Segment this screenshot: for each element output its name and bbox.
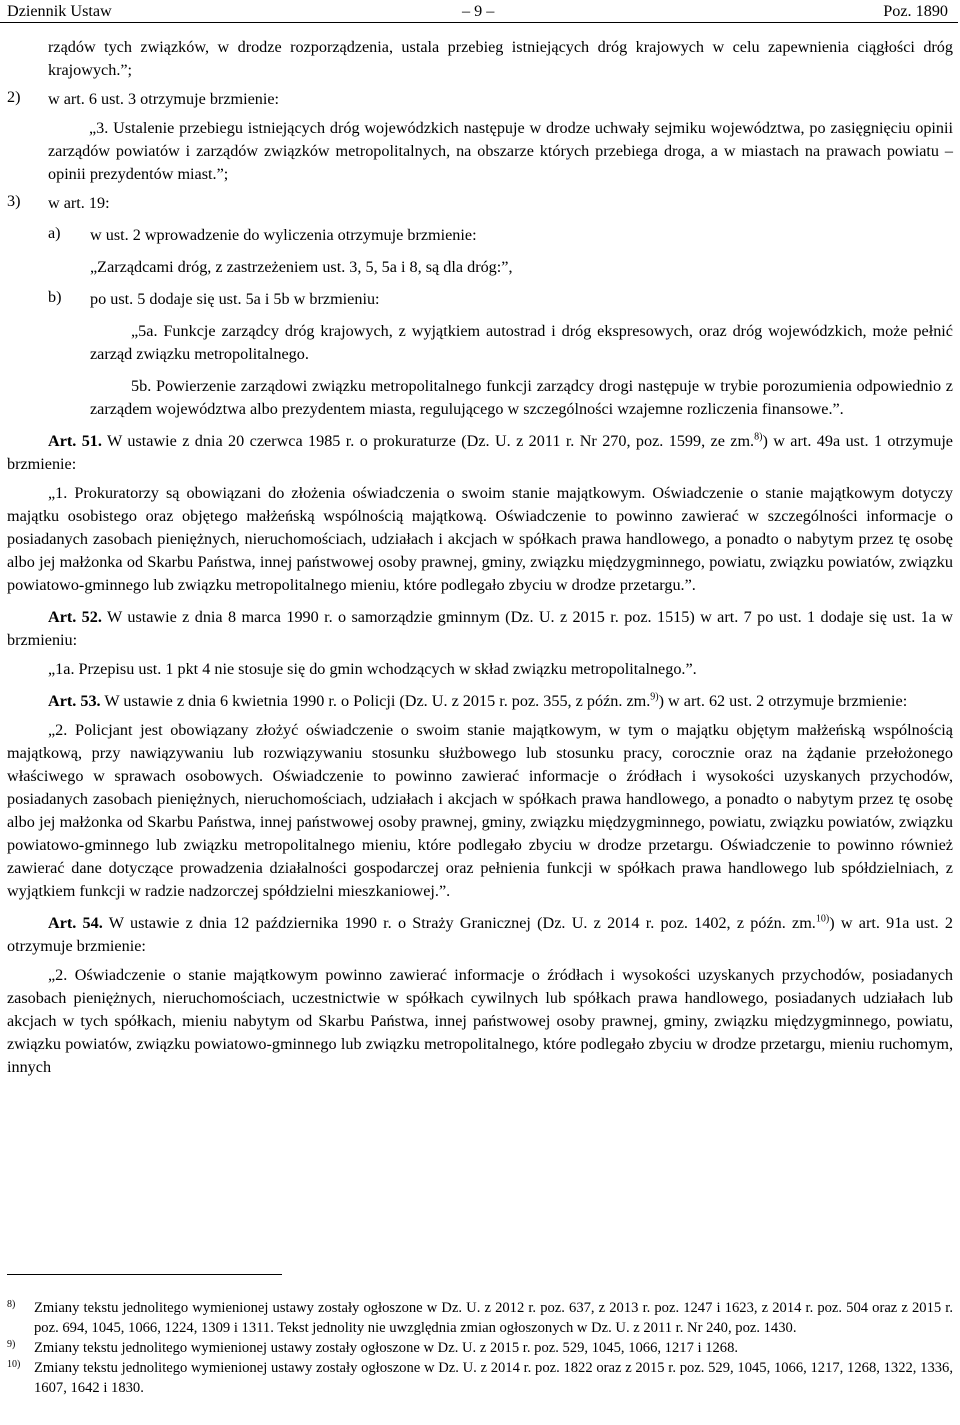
footnote-ref: 10) — [815, 913, 830, 925]
footnote-separator — [7, 1274, 282, 1275]
list-item-b — [7, 288, 953, 311]
list-item-3 — [7, 192, 953, 215]
article-54: Art. 54. W ustawie z dnia 12 października 1990 r. o Straży Granicznej (Dz. U. z 2014 r. poz. 1402, z późn. zm.$^{10)}$) w art. 91a ust. 2 otrzymuje brzmienie: — [7, 913, 954, 955]
footnote-number: 10) — [7, 1359, 21, 1370]
footnote — [7, 1338, 953, 1358]
article-label: Art. 52. — [48, 608, 102, 626]
quote-ust-3: „3. Ustalenie przebiegu istniejących dróg wojewódzkich następuje w drodze uchwały sejmiku województwa, po zasięgnięciu opinii zarządów powiatów i zarządów związków metropolitalnych, na obszarze których przebiega droga, a w miastach na prawach powiatu – opinii prezydentów miast.”; — [48, 119, 953, 183]
position-number: Poz. 1890 — [883, 2, 948, 20]
list-text: po ust. 5 dodaje się ust. 5a i 5b w brzmieniu: — [90, 290, 380, 308]
article-label: Art. 54. — [48, 914, 103, 932]
list-label: a) — [48, 224, 61, 242]
list-text: w ust. 2 wprowadzenie do wyliczenia otrzymuje brzmienie: — [90, 226, 477, 244]
list-item-a — [7, 224, 953, 247]
footnote-text: Zmiany tekstu jednolitego wymienionej ustawy zostały ogłoszone w Dz. U. z 2015 r. poz. 529, 1045, 1066, 1217 i 1268. — [34, 1340, 739, 1356]
article-51: Art. 51. W ustawie z dnia 20 czerwca 1985 r. o prokuraturze (Dz. U. z 2011 r. Nr 270, poz. 1599, ze zm.$^{8)}$) w art. 49a ust. 1 otrzymuje brzmienie: — [7, 431, 953, 473]
list-label: b) — [48, 288, 62, 306]
footnote-ref: 9) — [650, 691, 659, 703]
list-text: w art. 19: — [48, 194, 110, 212]
header-rule — [0, 22, 958, 23]
article-label: Art. 51. — [48, 432, 102, 450]
footnote-text: Zmiany tekstu jednolitego wymienionej ustawy zostały ogłoszone w Dz. U. z 2014 r. poz. 1822 oraz z 2015 r. poz. 529, 1045, 1066, 1217, 1268, 1322, 1336, 1607, 1642 i 1830. — [34, 1360, 953, 1396]
journal-title: Dziennik Ustaw — [7, 2, 112, 20]
footnote — [7, 1298, 953, 1338]
footnote-number: 8) — [7, 1299, 16, 1310]
list-item-2 — [7, 88, 953, 111]
paragraph-continuation: rządów tych związków, w drodze rozporządzenia, ustala przebieg istniejących dróg krajowych w celu zapewnienia ciągłości dróg krajowych.”; — [48, 38, 953, 79]
footnote-text: Zmiany tekstu jednolitego wymienionej ustawy zostały ogłoszone w Dz. U. z 2012 r. poz. 637, z 2013 r. poz. 1247 i 1623, z 2014 r. poz. 504 oraz z 2015 r. poz. 694, 1045, 1066, 1224, 1309 i 1311. Tekst jednolity nie uwzględnia zmian ogłoszonych w Dz. U. z 2011 r. Nr 240, poz. 1430. — [34, 1300, 953, 1336]
document-body — [7, 36, 953, 1079]
list-label: 2) — [7, 88, 21, 106]
article-53: Art. 53. W ustawie z dnia 6 kwietnia 1990 r. o Policji (Dz. U. z 2015 r. poz. 355, z późn. zm.$^{9)}$) w art. 62 ust. 2 otrzymuje brzmienie: — [48, 691, 908, 710]
footnotes — [7, 1298, 953, 1398]
article-label: Art. 53. — [48, 692, 101, 710]
list-label: 3) — [7, 192, 21, 210]
page-header — [0, 0, 960, 24]
article-53-quote: „2. Policjant jest obowiązany złożyć oświadczenie o swoim stanie majątkowym, w tym o majątku objętym małżeńską wspólnością majątkową, przy nawiązywaniu lub rozwiązywaniu stosunku służbowego lub stosunku pracy, corocznie oraz na żądanie przełożonego właściwego w sprawach osobowych. Oświadczenie to powinno zawierać informacje o źródłach i wysokości uzyskanych przychodów, posiadanych zasobach pieniężnych, nieruchomościach, udziałach i akcjach w spółkach prawa handlowego, a ponadto o nabytym przez tę osobę albo jej małżonka od Skarbu Państwa, innej państwowej osoby prawnej, gminy, związku międzygminnego, powiatu, związku powiatów, związku powiatowo-gminnego lub związku metropolitalnego mieniu, które podlegało zbyciu w drodze przetargu. Oświadczenie to powinno również zawierać dane dotyczące prowadzenia działalności gospodarczej oraz pełnienia funkcji w spółkach prawa handlowego lub spółdzielniach, z wyjątkiem funkcji w radzie nadzorczej spółdzielni mieszkaniowej.”. — [7, 721, 953, 900]
article-54-quote: „2. Oświadczenie o stanie majątkowym powinno zawierać informacje o źródłach i wysokości uzyskanych przychodów, posiadanych zasobach pieniężnych, nieruchomościach, uczestnictwie w spółkach cywilnych lub spółkach prawa handlowego, posiadanych udziałach lub akcjach w tych spółkach, mieniu nabytym od Skarbu Państwa, innej państwowej osoby prawnej, gminy, związku międzygminnego, powiatu, związku powiatów, związku powiatowo-gminnego lub związku metropolitalnego, które podlegało zbyciu w drodze przetargu, mieniu ruchomym, innych — [7, 966, 953, 1076]
quote-ust-5b: 5b. Powierzenie zarządowi związku metropolitalnego funkcji zarządcy drogi następuje w trybie porozumienia odpowiednio z zarządem województwa albo prezydentem miasta, regulującego w szczególności wzajemne rozliczenia finansowe.”. — [90, 377, 953, 418]
list-text: w art. 6 ust. 3 otrzymuje brzmienie: — [48, 90, 280, 108]
article-52: Art. 52. W ustawie z dnia 8 marca 1990 r. o samorządzie gminnym (Dz. U. z 2015 r. poz. 1515) w art. 7 po ust. 1 dodaje się ust. 1a w brzmieniu: — [7, 608, 953, 649]
article-51-quote: „1. Prokuratorzy są obowiązani do złożenia oświadczenia o swoim stanie majątkowym. Oświadczenie o stanie majątkowym dotyczy majątku osobistego oraz objętego małżeńską wspólnością majątkową. Oświadczenie to powinno zawierać w szczególności informacje o posiadanych zasobach pieniężnych, nieruchomościach, udziałach i akcjach w spółkach prawa handlowego, a ponadto o nabytym przez tę osobę albo jej małżonka od Skarbu Państwa, innej państwowej osoby prawnej, gminy, związku międzygminnego, powiatu, związku powiatów, związku powiatowo-gminnego lub związku metropolitalnego mieniu, które podlegało zbyciu w drodze przetargu.”. — [7, 484, 953, 594]
quote-ust-5a: „5a. Funkcje zarządcy dróg krajowych, z wyjątkiem autostrad i dróg ekspresowych, oraz dróg wojewódzkich, może pełnić zarząd związku metropolitalnego. — [90, 322, 953, 363]
article-52-quote: „1a. Przepisu ust. 1 pkt 4 nie stosuje się do gmin wchodzących w skład związku metropolitalnego.”. — [48, 660, 697, 678]
quote-zarzadcy: „Zarządcami dróg, z zastrzeżeniem ust. 3, 5, 5a i 8, są dla dróg:”, — [90, 258, 513, 276]
footnote-ref: 8) — [754, 431, 763, 443]
footnote — [7, 1358, 953, 1398]
page-number: – 9 – — [462, 2, 495, 20]
footnote-number: 9) — [7, 1339, 16, 1350]
